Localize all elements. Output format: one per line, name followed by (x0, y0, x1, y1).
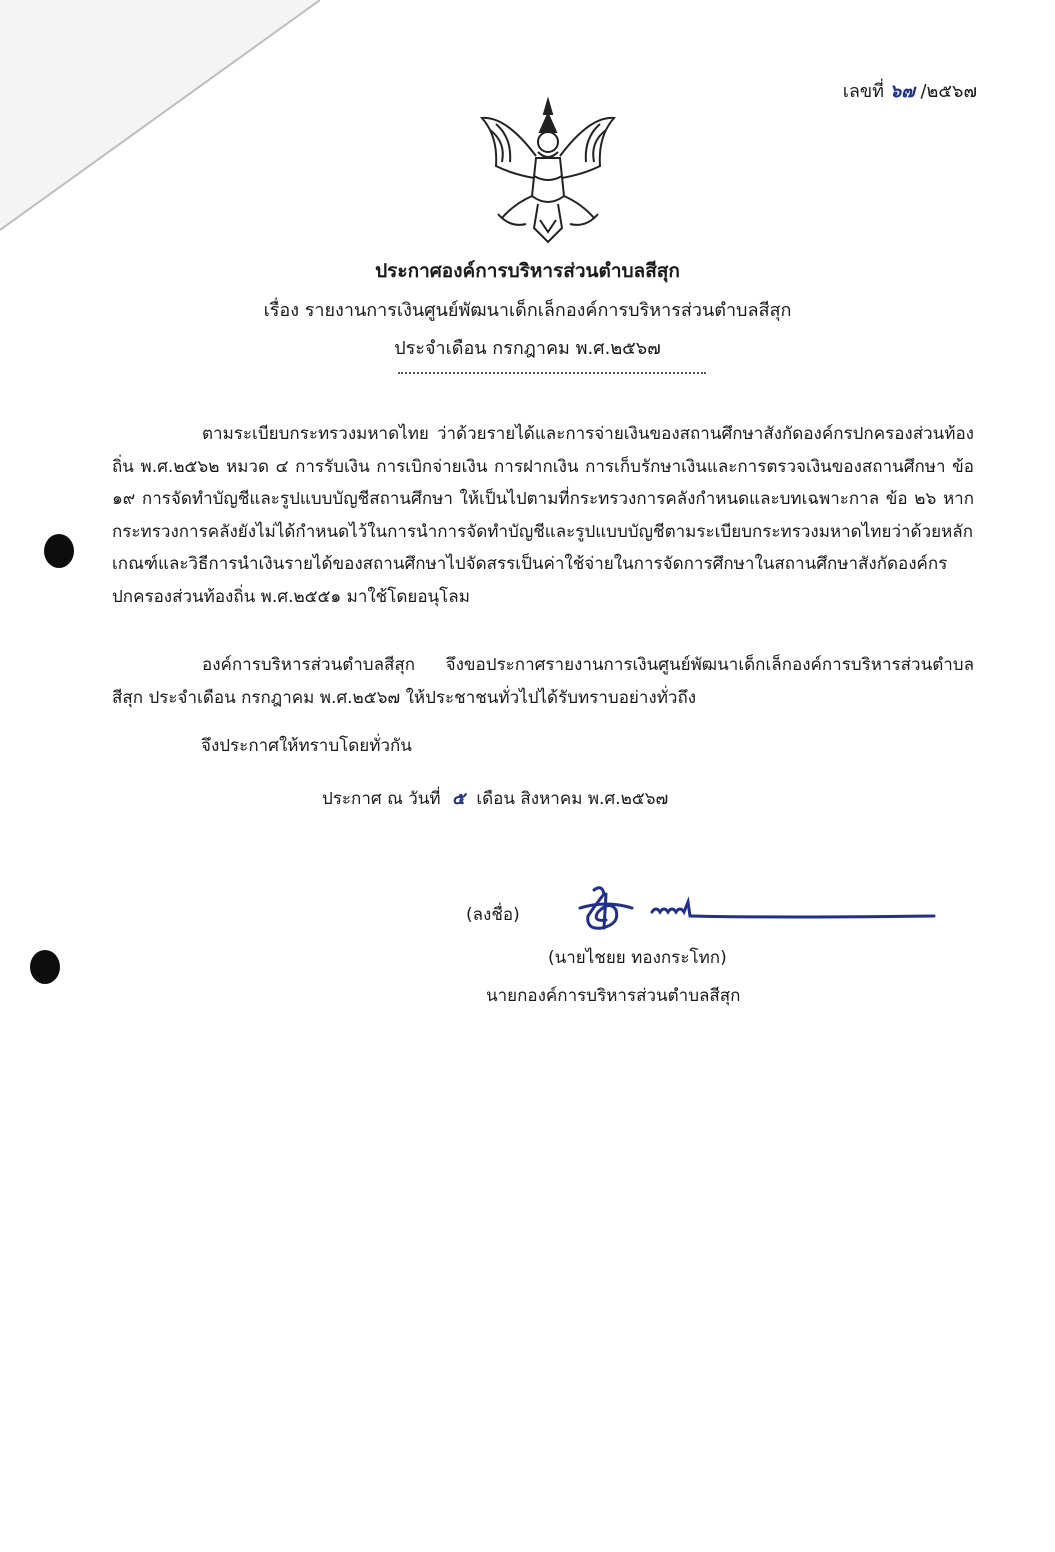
body-paragraph-1 (112, 418, 974, 613)
body-paragraph-2 (112, 649, 974, 714)
document-number-value: ๖๗ (889, 81, 915, 102)
signature-label: (ลงชื่อ) (466, 905, 520, 925)
punch-hole (44, 534, 74, 568)
date-suffix: เดือน สิงหาคม พ.ศ.๒๕๖๗ (476, 789, 669, 809)
body-paragraph-2-text: องค์การบริหารส่วนตำบลสีสุก จึงขอประกาศรายงานการเงินศูนย์พัฒนาเด็กเล็กองค์การบริหารส่วนตำบลสีสุก ประจำเดือน กรกฎาคม พ.ศ.๒๕๖๗ ให้ประชาชนทั่วไปได้รับทราบอย่างทั่วถึง (112, 655, 974, 708)
announcement-date (322, 785, 668, 812)
signer-position: นายกองค์การบริหารส่วนตำบลสีสุก (486, 986, 741, 1006)
announcement-period: ประจำเดือน กรกฎาคม พ.ศ.๒๕๖๗ (394, 338, 661, 359)
punch-hole (30, 950, 60, 984)
closing-statement: จึงประกาศให้ทราบโดยทั่วกัน (201, 736, 412, 756)
date-prefix: ประกาศ ณ วันที่ (322, 789, 441, 809)
date-day: ๕ (452, 789, 465, 809)
document-number (843, 76, 977, 105)
document-number-year: /๒๕๖๗ (920, 81, 977, 102)
announcement-subject: เรื่อง รายงานการเงินศูนย์พัฒนาเด็กเล็กองค์การบริหารส่วนตำบลสีสุก (263, 300, 792, 321)
body-paragraph-1-text: ตามระเบียบกระทรวงมหาดไทย ว่าด้วยรายได้และการจ่ายเงินของสถานศึกษาสังกัดองค์กรปกครองส่วนท้องถิ่น พ.ศ.๒๕๖๒ หมวด ๔ การรับเงิน การเบิกจ่ายเงิน การฝากเงิน การเก็บรักษาเงินและการตรวจเงินของสถานศึกษา ข้อ ๑๙ การจัดทำบัญชีและรูปแบบบัญชีสถานศึกษา ให้เป็นไปตามที่กระทรวงการคลังกำหนดและบทเฉพาะกาล ข้อ ๒๖ หากกระทรวงการคลังยังไม่ได้กำหนดไว้ในการนำการจัดทำบัญชีและรูปแบบบัญชีตามระเบียบกระทรวงมหาดไทยว่าด้วยหลักเกณฑ์และวิธีการนำเงินรายได้ของสถานศึกษาไปจัดสรรเป็นค่าใช้จ่ายในการจัดการศึกษาในสถานศึกษาสังกัดองค์กรปกครองส่วนท้องถิ่น พ.ศ.๒๕๕๑ มาใช้โดยอนุโลม (112, 424, 974, 607)
handwritten-signature (576, 882, 938, 942)
announcement-title: ประกาศองค์การบริหารส่วนตำบลสีสุก (375, 260, 680, 282)
dotted-separator (398, 372, 706, 374)
document-number-label: เลขที่ (842, 81, 885, 102)
signer-name: (นายไชยย ทองกระโทก) (548, 948, 727, 968)
garuda-emblem-icon (476, 96, 620, 244)
scan-fold-edge (0, 0, 320, 240)
